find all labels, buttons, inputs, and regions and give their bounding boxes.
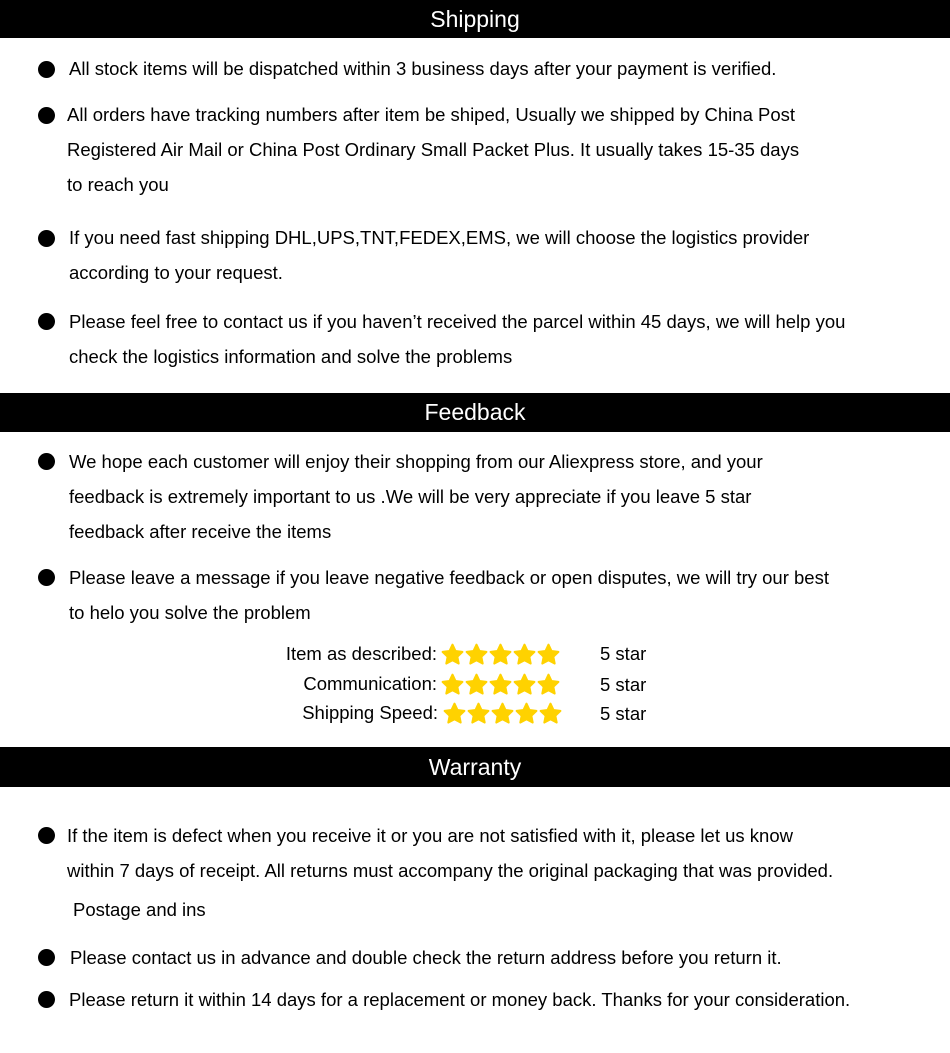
shipping-header xyxy=(0,0,950,38)
rating-label: Communication: xyxy=(303,673,437,694)
star-rating xyxy=(441,641,560,667)
star-icon xyxy=(441,643,464,666)
item-text: If you need fast shipping DHL,UPS,TNT,FEDEX,EMS, we will choose the logistics provider xyxy=(69,227,810,248)
shipping-item xyxy=(69,51,776,86)
bullet-icon xyxy=(38,453,55,470)
star-icon xyxy=(537,643,560,666)
rating-row xyxy=(200,641,437,667)
item-text: Postage and ins xyxy=(73,899,206,920)
item-text: Please return it within 14 days for a replacement or money back. Thanks for your consideration. xyxy=(69,989,851,1010)
item-text: Registered Air Mail or China Post Ordinary Small Packet Plus. It usually takes 15-35 days xyxy=(67,139,800,160)
item-text: All stock items will be dispatched within 3 business days after your payment is verified. xyxy=(69,58,777,79)
bullet-icon xyxy=(38,61,55,78)
star-icon xyxy=(441,673,464,696)
star-icon xyxy=(489,643,512,666)
item-text: Please leave a message if you leave negative feedback or open disputes, we will try our best xyxy=(69,567,829,588)
star-icon xyxy=(491,702,514,725)
shipping-title: Shipping xyxy=(430,5,520,32)
item-text: check the logistics information and solve the problems xyxy=(69,346,513,367)
star-icon xyxy=(443,702,466,725)
rating-value: 5 star xyxy=(600,703,647,724)
item-text: Please feel free to contact us if you haven’t received the parcel within 45 days, we will help you xyxy=(69,311,846,332)
feedback-item xyxy=(69,444,763,549)
shipping-item xyxy=(69,304,845,374)
bullet-icon xyxy=(38,313,55,330)
item-text: to reach you xyxy=(67,174,169,195)
rating-label: Item as described: xyxy=(285,643,437,664)
feedback-title: Feedback xyxy=(424,399,526,425)
rating-row xyxy=(200,671,437,697)
star-icon xyxy=(465,673,488,696)
shipping-item xyxy=(69,220,809,290)
item-text: If the item is defect when you receive it or you are not satisfied with it, please let us know xyxy=(67,825,793,846)
warranty-title: Warranty xyxy=(428,753,522,780)
star-icon xyxy=(537,673,560,696)
star-icon xyxy=(489,673,512,696)
warranty-item xyxy=(70,940,782,975)
bullet-icon xyxy=(38,949,55,966)
shipping-item xyxy=(67,97,799,202)
item-text: feedback after receive the items xyxy=(69,521,332,542)
rating-value: 5 star xyxy=(600,674,647,695)
bullet-icon xyxy=(38,569,55,586)
item-text: feedback is extremely important to us .We will be very appreciate if you leave 5 star xyxy=(69,486,752,507)
star-icon xyxy=(467,702,490,725)
rating-label: Shipping Speed: xyxy=(302,702,438,723)
star-icon xyxy=(465,643,488,666)
star-rating xyxy=(443,700,562,726)
bullet-icon xyxy=(38,107,55,124)
item-text: according to your request. xyxy=(69,262,283,283)
item-text: All orders have tracking numbers after item be shiped, Usually we shipped by China Post xyxy=(67,104,796,125)
warranty-header xyxy=(0,747,950,787)
item-text: Please contact us in advance and double check the return address before you return it. xyxy=(70,947,782,968)
warranty-item xyxy=(69,982,850,1017)
rating-value: 5 star xyxy=(600,643,647,664)
star-rating xyxy=(441,671,560,697)
item-text: within 7 days of receipt. All returns must accompany the original packaging that was provided. xyxy=(67,860,834,881)
warranty-item xyxy=(67,818,833,927)
feedback-header xyxy=(0,393,950,432)
star-icon xyxy=(539,702,562,725)
item-text: to helo you solve the problem xyxy=(69,602,311,623)
item-text: We hope each customer will enjoy their shopping from our Aliexpress store, and your xyxy=(69,451,763,472)
feedback-item xyxy=(69,560,829,630)
star-icon xyxy=(515,702,538,725)
star-icon xyxy=(513,643,536,666)
star-icon xyxy=(513,673,536,696)
bullet-icon xyxy=(38,230,55,247)
bullet-icon xyxy=(38,827,55,844)
bullet-icon xyxy=(38,991,55,1008)
rating-row xyxy=(200,700,438,726)
